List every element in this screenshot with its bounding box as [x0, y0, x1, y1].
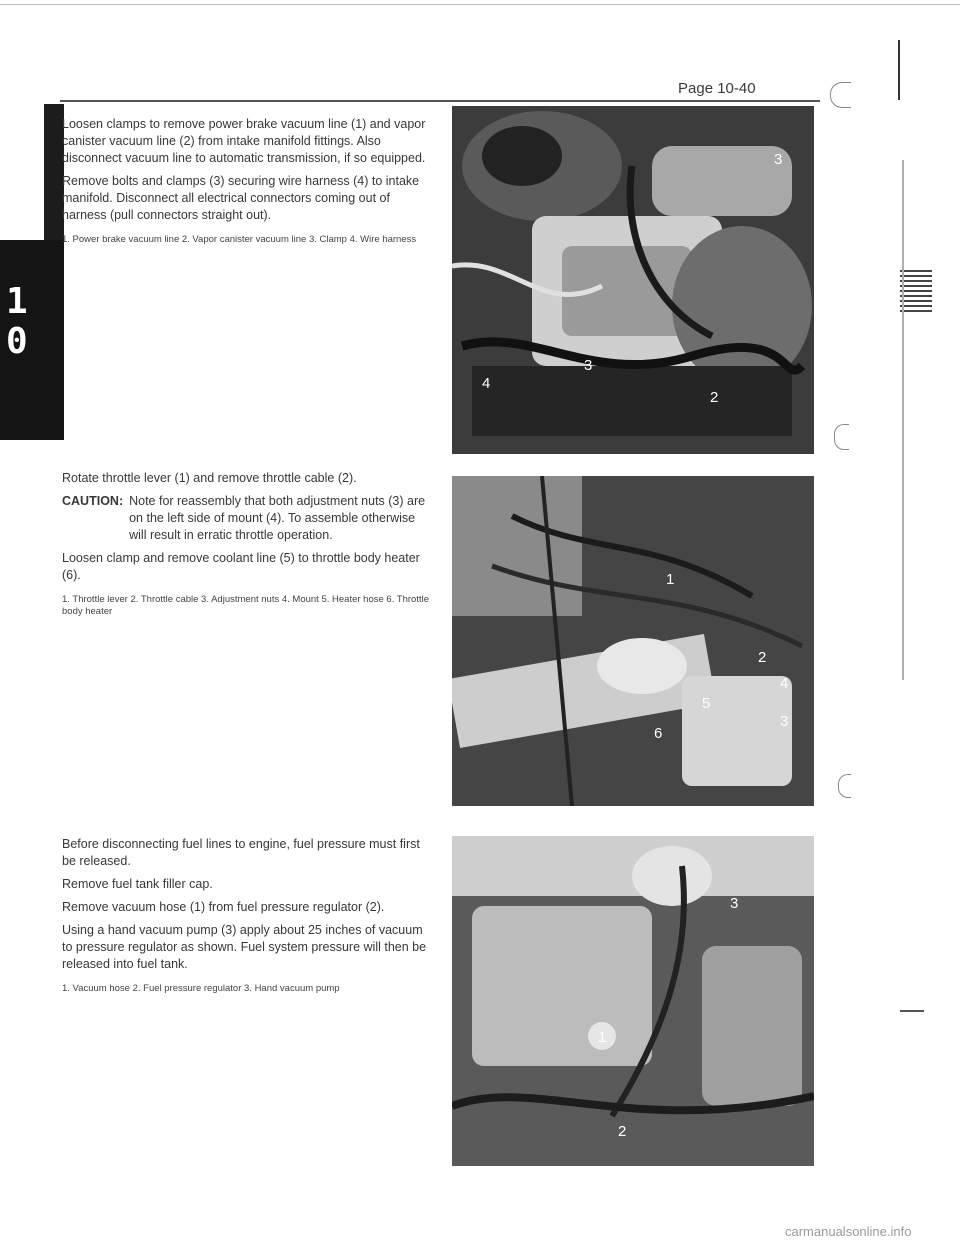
- photo2-callout-6: 6: [654, 725, 663, 742]
- caution-note: [62, 493, 432, 544]
- edge-mark-3: [902, 160, 904, 680]
- caution-label: CAUTION:: [62, 494, 124, 508]
- photo-intake-manifold: [452, 106, 814, 454]
- binding-hole-mark-1: [830, 82, 851, 108]
- section-tab: [0, 240, 64, 440]
- photo3-callout-3: 3: [730, 895, 739, 912]
- section1-text: [62, 116, 432, 252]
- photo2-callout-3: 3: [780, 713, 789, 730]
- section2-paragraph-1: Rotate throttle lever (1) and remove throttle cable (2).: [62, 471, 357, 485]
- photo2-callout-4: 4: [780, 675, 789, 692]
- section-tab-digit-1: 1: [6, 281, 28, 322]
- edge-mark-2: [900, 270, 932, 314]
- photo-throttle-linkage: [452, 476, 814, 806]
- photo3-callout-1: 1: [598, 1029, 607, 1046]
- section3-paragraph-3: Remove vacuum hose (1) from fuel pressure regulator (2).: [62, 900, 385, 914]
- photo1-callout-2: 2: [710, 389, 719, 406]
- edge-mark-4: [900, 1010, 924, 1012]
- section2-caption: 1. Throttle lever 2. Throttle cable 3. Adjustment nuts 4. Mount 5. Heater hose 6. Throttle body heater: [62, 594, 430, 617]
- section1-caption: 1. Power brake vacuum line 2. Vapor canister vacuum line 3. Clamp 4. Wire harness: [62, 234, 417, 245]
- edge-mark-1: [898, 40, 900, 100]
- photo-fuel-pressure-regulator: [452, 836, 814, 1166]
- binding-hole-mark-3: [838, 774, 851, 798]
- section2-paragraph-2: Loosen clamp and remove coolant line (5) to throttle body heater (6).: [62, 551, 420, 582]
- photo3-callout-2: 2: [618, 1123, 627, 1140]
- section-tab-digit-2: 0: [6, 321, 28, 362]
- section3-paragraph-1: Before disconnecting fuel lines to engine, fuel pressure must first be released.: [62, 837, 420, 868]
- section1-paragraph-2: Remove bolts and clamps (3) securing wire harness (4) to intake manifold. Disconnect all electrical connectors coming out of harness (pull connectors straight out).: [62, 174, 420, 222]
- footer-watermark: carmanualsonline.info: [785, 1224, 912, 1239]
- photo1-callout-4: 4: [482, 375, 491, 392]
- photo1-callout-3b: 3: [584, 357, 593, 374]
- page-number: Page 10-40: [678, 80, 756, 97]
- photo2-callout-2: 2: [758, 649, 767, 666]
- section1-paragraph-1: Loosen clamps to remove power brake vacuum line (1) and vapor canister vacuum line (2) from intake manifold fittings. Also disconnect vacuum line to automatic transmission, if so equipped.: [62, 117, 426, 165]
- section-tab-top: [44, 104, 64, 244]
- photo2-callout-1: 1: [666, 571, 675, 588]
- section3-paragraph-2: Remove fuel tank filler cap.: [62, 877, 213, 891]
- top-rule: [0, 4, 960, 5]
- photo1-callout-3a: 3: [774, 151, 783, 168]
- binding-hole-mark-2: [834, 424, 849, 450]
- header-rule: [60, 100, 820, 102]
- section3-paragraph-4: Using a hand vacuum pump (3) apply about 25 inches of vacuum to pressure regulator as shown. Fuel system pressure will then be released into fuel tank.: [62, 923, 427, 971]
- caution-text: Note for reassembly that both adjustment nuts (3) are on the left side of mount (4). To assemble otherwise will result in erratic throttle operation.: [129, 494, 426, 542]
- section3-text: [62, 836, 432, 1001]
- section2-text: [62, 470, 432, 624]
- photo2-callout-5: 5: [702, 695, 711, 712]
- section3-caption: 1. Vacuum hose 2. Fuel pressure regulator 3. Hand vacuum pump: [62, 983, 340, 994]
